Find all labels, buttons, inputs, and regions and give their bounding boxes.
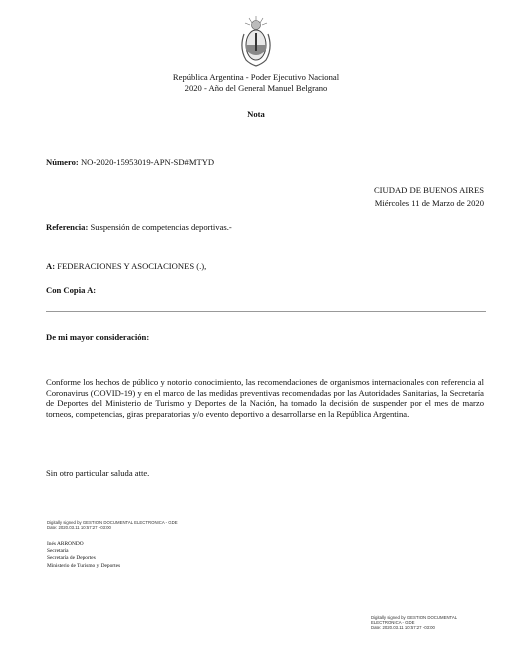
- copia-row: [46, 285, 96, 296]
- copia-label: Con Copia A:: [46, 285, 97, 295]
- destinatario-label: A:: [46, 261, 56, 271]
- digital-signature-left-line-2: Date: 2020.03.11 10:57:27 -03:00: [47, 525, 111, 530]
- digital-signature-right-line-1: Digitally signed by GESTION DOCUMENTAL: [371, 615, 458, 620]
- digital-signature-right-line-3: Date: 2020.03.11 10:57:27 -03:00: [371, 625, 435, 630]
- destinatario-row: [46, 261, 206, 272]
- coat-of-arms-seal: [240, 14, 272, 70]
- numero-row: [46, 157, 214, 168]
- referencia-label: Referencia:: [46, 222, 89, 232]
- divider: [46, 311, 486, 312]
- signer-role: Secretaria: [47, 548, 69, 555]
- body-paragraph: Conforme los hechos de público y notorio conocimiento, las recomendaciones de organismos internacionales con referencia al Coronavirus (COVID-19) y en el marco de las medidas preventivas recomendadas por las Autoridades Sanitarias, la Secretaría de Deportes del Ministerio de Turismo y Deportes de la Nación, ha tomado la decisión de suspender por el mes de marzo torneos, competencias, giras preparatorias y/o evento deportivo a desarrollarse en la República Argentina.: [46, 377, 484, 419]
- closing: Sin otro particular saluda atte.: [46, 468, 150, 478]
- place-date: [374, 185, 484, 209]
- referencia-value: Suspensión de competencias deportivas.-: [90, 222, 232, 232]
- digital-signature-left: [47, 520, 178, 530]
- referencia-row: [46, 222, 232, 233]
- numero-label: Número:: [46, 157, 79, 167]
- city: CIUDAD DE BUENOS AIRES: [373, 185, 484, 195]
- document-type: Nota: [247, 109, 265, 119]
- signer-unit: Secretaría de Deportes: [47, 555, 96, 562]
- numero-value: NO-2020-15953019-APN-SD#MTYD: [80, 157, 215, 167]
- signer-ministry: Ministerio de Turismo y Deportes: [47, 562, 121, 569]
- digital-signature-right: [371, 615, 457, 630]
- header-line-2: 2020 - Año del General Manuel Belgrano: [184, 83, 328, 93]
- header-line-1: República Argentina - Poder Ejecutivo Nacional: [172, 72, 340, 82]
- signer-block: [47, 541, 120, 570]
- digital-signature-left-line-1: Digitally signed by GESTION DOCUMENTAL ELECTRONICA - GDE: [47, 520, 178, 525]
- header: [0, 72, 512, 94]
- date: Miércoles 11 de Marzo de 2020: [374, 198, 484, 208]
- greeting: De mi mayor consideración:: [46, 332, 150, 342]
- digital-signature-right-line-2: ELECTRONICA - GDE: [371, 620, 415, 625]
- destinatario-value: FEDERACIONES Y ASOCIACIONES (.),: [57, 261, 207, 271]
- signer-name: Inés ARRONDO: [47, 541, 84, 547]
